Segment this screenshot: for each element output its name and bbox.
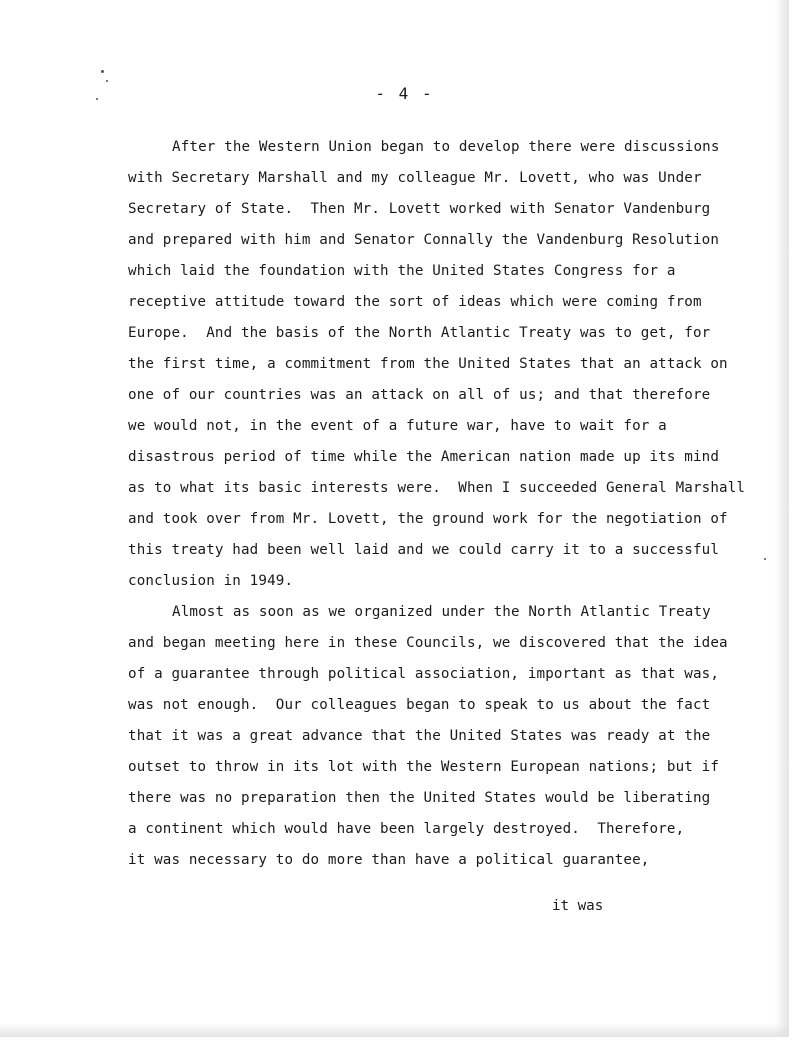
page-edge-shadow [775,0,789,1037]
text-line: there was no preparation then the United States would be liberating [128,790,711,806]
text-line: disastrous period of time while the American nation made up its mind [128,449,720,465]
text-line: a continent which would have been largely destroyed. Therefore, [128,821,685,837]
text-line: Europe. And the basis of the North Atlantic Treaty was to get, for [128,325,711,341]
text-line: receptive attitude toward the sort of ideas which were coming from [128,294,702,310]
scan-speck [106,80,108,82]
text-line: Almost as soon as we organized under the North Atlantic Treaty [172,604,711,620]
page-number: - 4 - [375,84,434,103]
body-text [128,132,746,876]
text-line: conclusion in 1949. [128,573,294,589]
text-line: Secretary of State. Then Mr. Lovett worked with Senator Vandenburg [128,201,711,217]
text-line: and began meeting here in these Councils, we discovered that the idea [128,635,728,651]
text-line: of a guarantee through political association, important as that was, [128,666,720,682]
text-line: and took over from Mr. Lovett, the ground work for the negotiation of [128,511,728,527]
text-line: which laid the foundation with the United States Congress for a [128,263,676,279]
continuation-catchword: it was [552,898,604,914]
text-line: the first time, a commitment from the United States that an attack on [128,356,728,372]
scan-speck [764,558,766,560]
text-line: it was necessary to do more than have a political guarantee, [128,852,650,868]
page-bottom-shadow [0,1023,789,1037]
text-line: and prepared with him and Senator Connally the Vandenburg Resolution [128,232,720,248]
text-line: was not enough. Our colleagues began to speak to us about the fact [128,697,711,713]
scan-speck [101,70,104,73]
text-line: we would not, in the event of a future war, have to wait for a [128,418,667,434]
text-line: After the Western Union began to develop there were discussions [172,139,720,155]
text-line: with Secretary Marshall and my colleague Mr. Lovett, who was Under [128,170,702,186]
text-line: outset to throw in its lot with the Western European nations; but if [128,759,720,775]
text-line: that it was a great advance that the United States was ready at the [128,728,711,744]
text-line: this treaty had been well laid and we could carry it to a successful [128,542,720,558]
text-line: as to what its basic interests were. When I succeeded General Marshall [128,480,746,496]
text-line: one of our countries was an attack on all of us; and that therefore [128,387,711,403]
